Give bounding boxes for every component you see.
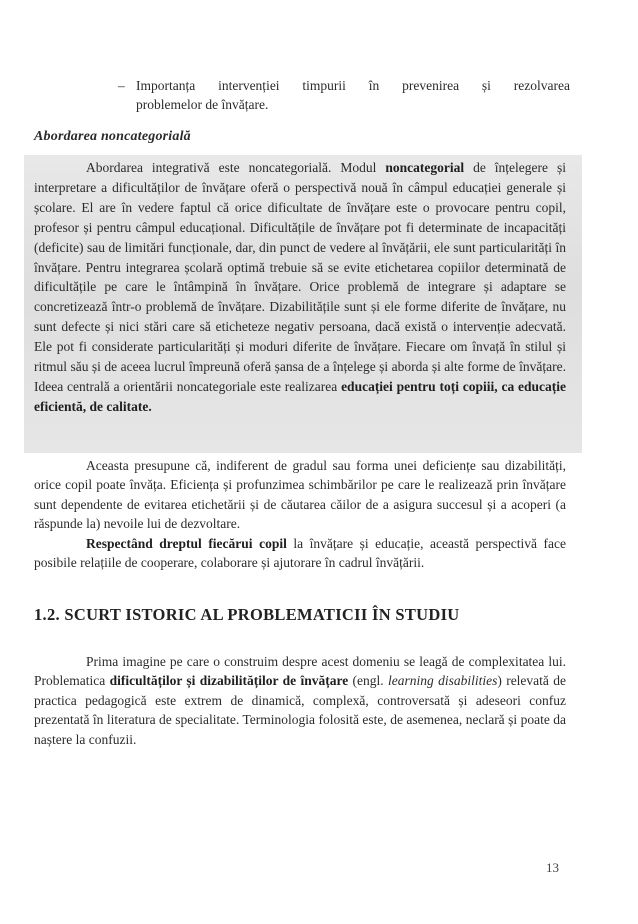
bold-phrase: Respectând dreptul fiecărui copil — [86, 536, 287, 551]
bullet-text — [118, 76, 570, 114]
bullet-line-2: problemelor de învățare. — [136, 97, 269, 112]
subheading: Abordarea noncategorială — [34, 129, 191, 144]
bullet-item — [118, 76, 570, 114]
italic-english-term: learning disabilities — [388, 673, 498, 689]
section-heading: 1.2. SCURT ISTORIC AL PROBLEMATICII ÎN STUDIU — [34, 605, 460, 624]
paragraph-presupune: Aceasta presupune că, indiferent de gradul sau forma unei deficiențe sau dizabilități, orice copil poate învăța. Eficiența și profunzimea schimbărilor pe care le realizează prin învățare sunt dependente de evitarea etichetării și de căutarea căilor de a asigura succesul și a acoperi (a răspunde la) nevoile lui de dezvoltare. — [34, 458, 566, 532]
bullet-line-1: Importanța intervenției timpurii în prevenirea și rezolvarea — [136, 78, 570, 93]
bullet-dash: – — [118, 78, 125, 93]
paragraph-noncategorial: Abordarea integrativă este noncategorială. Modul noncategorial de înțelegere și interpretare a dificultăților de învățare oferă o perspectivă nouă în câmpul educației generale și școlare. El are în vedere faptul că orice dificultate de învățare este o provocare pentru copil, profesor și pentru câmpul educațional. Dificultățile de învățare pot fi determinate de incapacități (deficite) sau de limitări funcționale, dar, din punct de vedere al învățării, ele sunt particularități în învățare. Pentru integrarea școlară optimă trebuie să se evite etichetarea copiilor determinată de dificultățile pe care le întâmpină în învățare. Orice problemă de integrare și adaptare se concretizează într-o problemă de învățare. Dizabilitățile sunt și ele forme diferite de învățare, nu sunt defecte și nici stări care să eticheteze negativ persoana, dacă există o intervenție adecvată. Ele pot fi considerate particularități și moduri diferite de învățare. Fiecare om învață în stilul și ritmul său și de aceea lucrul împreună oferă șansa de a înțelege și aborda și alte forme de învățare. Ideea centrală a orientării noncategoriale este realizarea educației pentru toți copiii, ca educație eficientă, de calitate. — [34, 160, 567, 414]
bold-conclusion: educației pentru toți copiii, ca educație eficientă, de calitate. — [34, 378, 567, 414]
bold-term: noncategorial — [385, 160, 465, 175]
page-number: 13 — [546, 860, 559, 875]
bold-topic: dificultăților și dizabilităților de învățare — [109, 673, 349, 689]
paragraph-istoric: Prima imagine pe care o construim despre acest domeniu se leagă de complexitatea lui. Problematica dificultăților și dizabilităților de învățare (engl. learning disabilities) relevată de practica pedagogică este extrem de dinamică, complexă, controversată și adeseori confuz prezentată în literatura de specialitate. Terminologia folosită este, de asemenea, neclară și poate da naștere la confuzii. — [34, 654, 566, 747]
paragraph-respectand: Respectând dreptul fiecărui copil la învățare și educație, această perspectivă face posibile relațiile de cooperare, colaborare și ajutorare în cadrul învățării. — [34, 536, 566, 571]
